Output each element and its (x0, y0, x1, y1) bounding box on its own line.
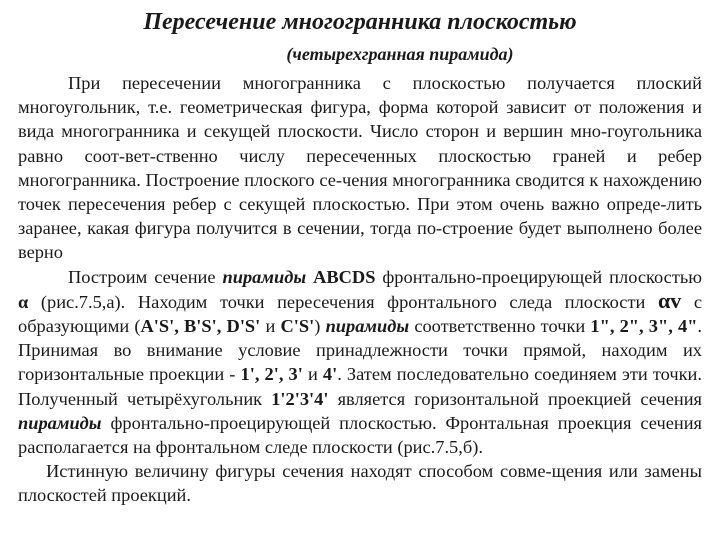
term-pyramid: пирамиды (222, 266, 307, 287)
symbol-alpha: α (18, 291, 29, 312)
text-run: (рис.7.5,а). Находим точки пересечения фронтального следа плоскости (28, 291, 658, 312)
text-run: . Затем последовательно соединяем эти точки. Полученный четырёхугольник (18, 364, 702, 409)
text-run: ) (314, 316, 326, 337)
text-run: и (302, 364, 323, 385)
term-pyramid: пирамиды (325, 316, 410, 337)
term-points-h: 1', 2', 3' (240, 364, 303, 385)
paragraph-intro: При пересечении многогранника с плоскостью получается плоский многоугольник, т.е. геометрическая фигура, форма которой зависит от положения и вида многогранника и секущей плоскости. Число сторон и вершин мно-гоугольника равно соот-вет-ственно числу пересеченных плоскостью граней и ребер многогранника. Построение плоского се-чения многогранника сводится к нахождению точек пересечения ребер с секущей плоскостью. При этом очень важно опреде-лить заранее, какая фигура получится в сечении, тогда по-строение будет выполнено более верно (18, 73, 702, 263)
term-abcds: ABCDS (313, 266, 376, 287)
symbol-alpha-v: αv (657, 287, 682, 313)
term-quad: 1'2'3'4' (271, 388, 329, 409)
text-run: . Принимая во внимание условие принадлежности точки прямой, находим их горизонтальные проекции - (18, 316, 703, 385)
term-edges: A'S', B'S', D'S' (140, 316, 261, 337)
page-subtitle: (четырехгранная пирамида) (286, 44, 514, 64)
text-run: и (260, 316, 281, 337)
term-pyramid: пирамиды (18, 412, 102, 433)
text-run: Построим сечение (68, 266, 223, 287)
text-run: фронтально-проецирующей плоскостью (375, 266, 702, 287)
term-points-v: 1", 2", 3", 4" (590, 316, 698, 337)
paragraph-construction (18, 265, 702, 460)
text-run: с образующими ( (18, 291, 702, 337)
page-title: Пересечение многогранника плоскостью (143, 9, 577, 35)
body-text (18, 71, 702, 508)
text-run: соответственно точки (409, 316, 591, 337)
term-point-h4: 4' (322, 364, 338, 385)
term-edge-c: C'S' (280, 316, 315, 337)
text-run: фронтально-проецирующей плоскостью. Фронтальная проекция сечения располагается на фронтальном следе плоскости (рис.7.5,б). (18, 412, 702, 458)
text-run: является горизонтальной проекцией сечения (328, 388, 702, 409)
paragraph-true-size: Истинную величину фигуры сечения находят способом совме-щения или замены плоскостей проекций. (18, 461, 702, 506)
